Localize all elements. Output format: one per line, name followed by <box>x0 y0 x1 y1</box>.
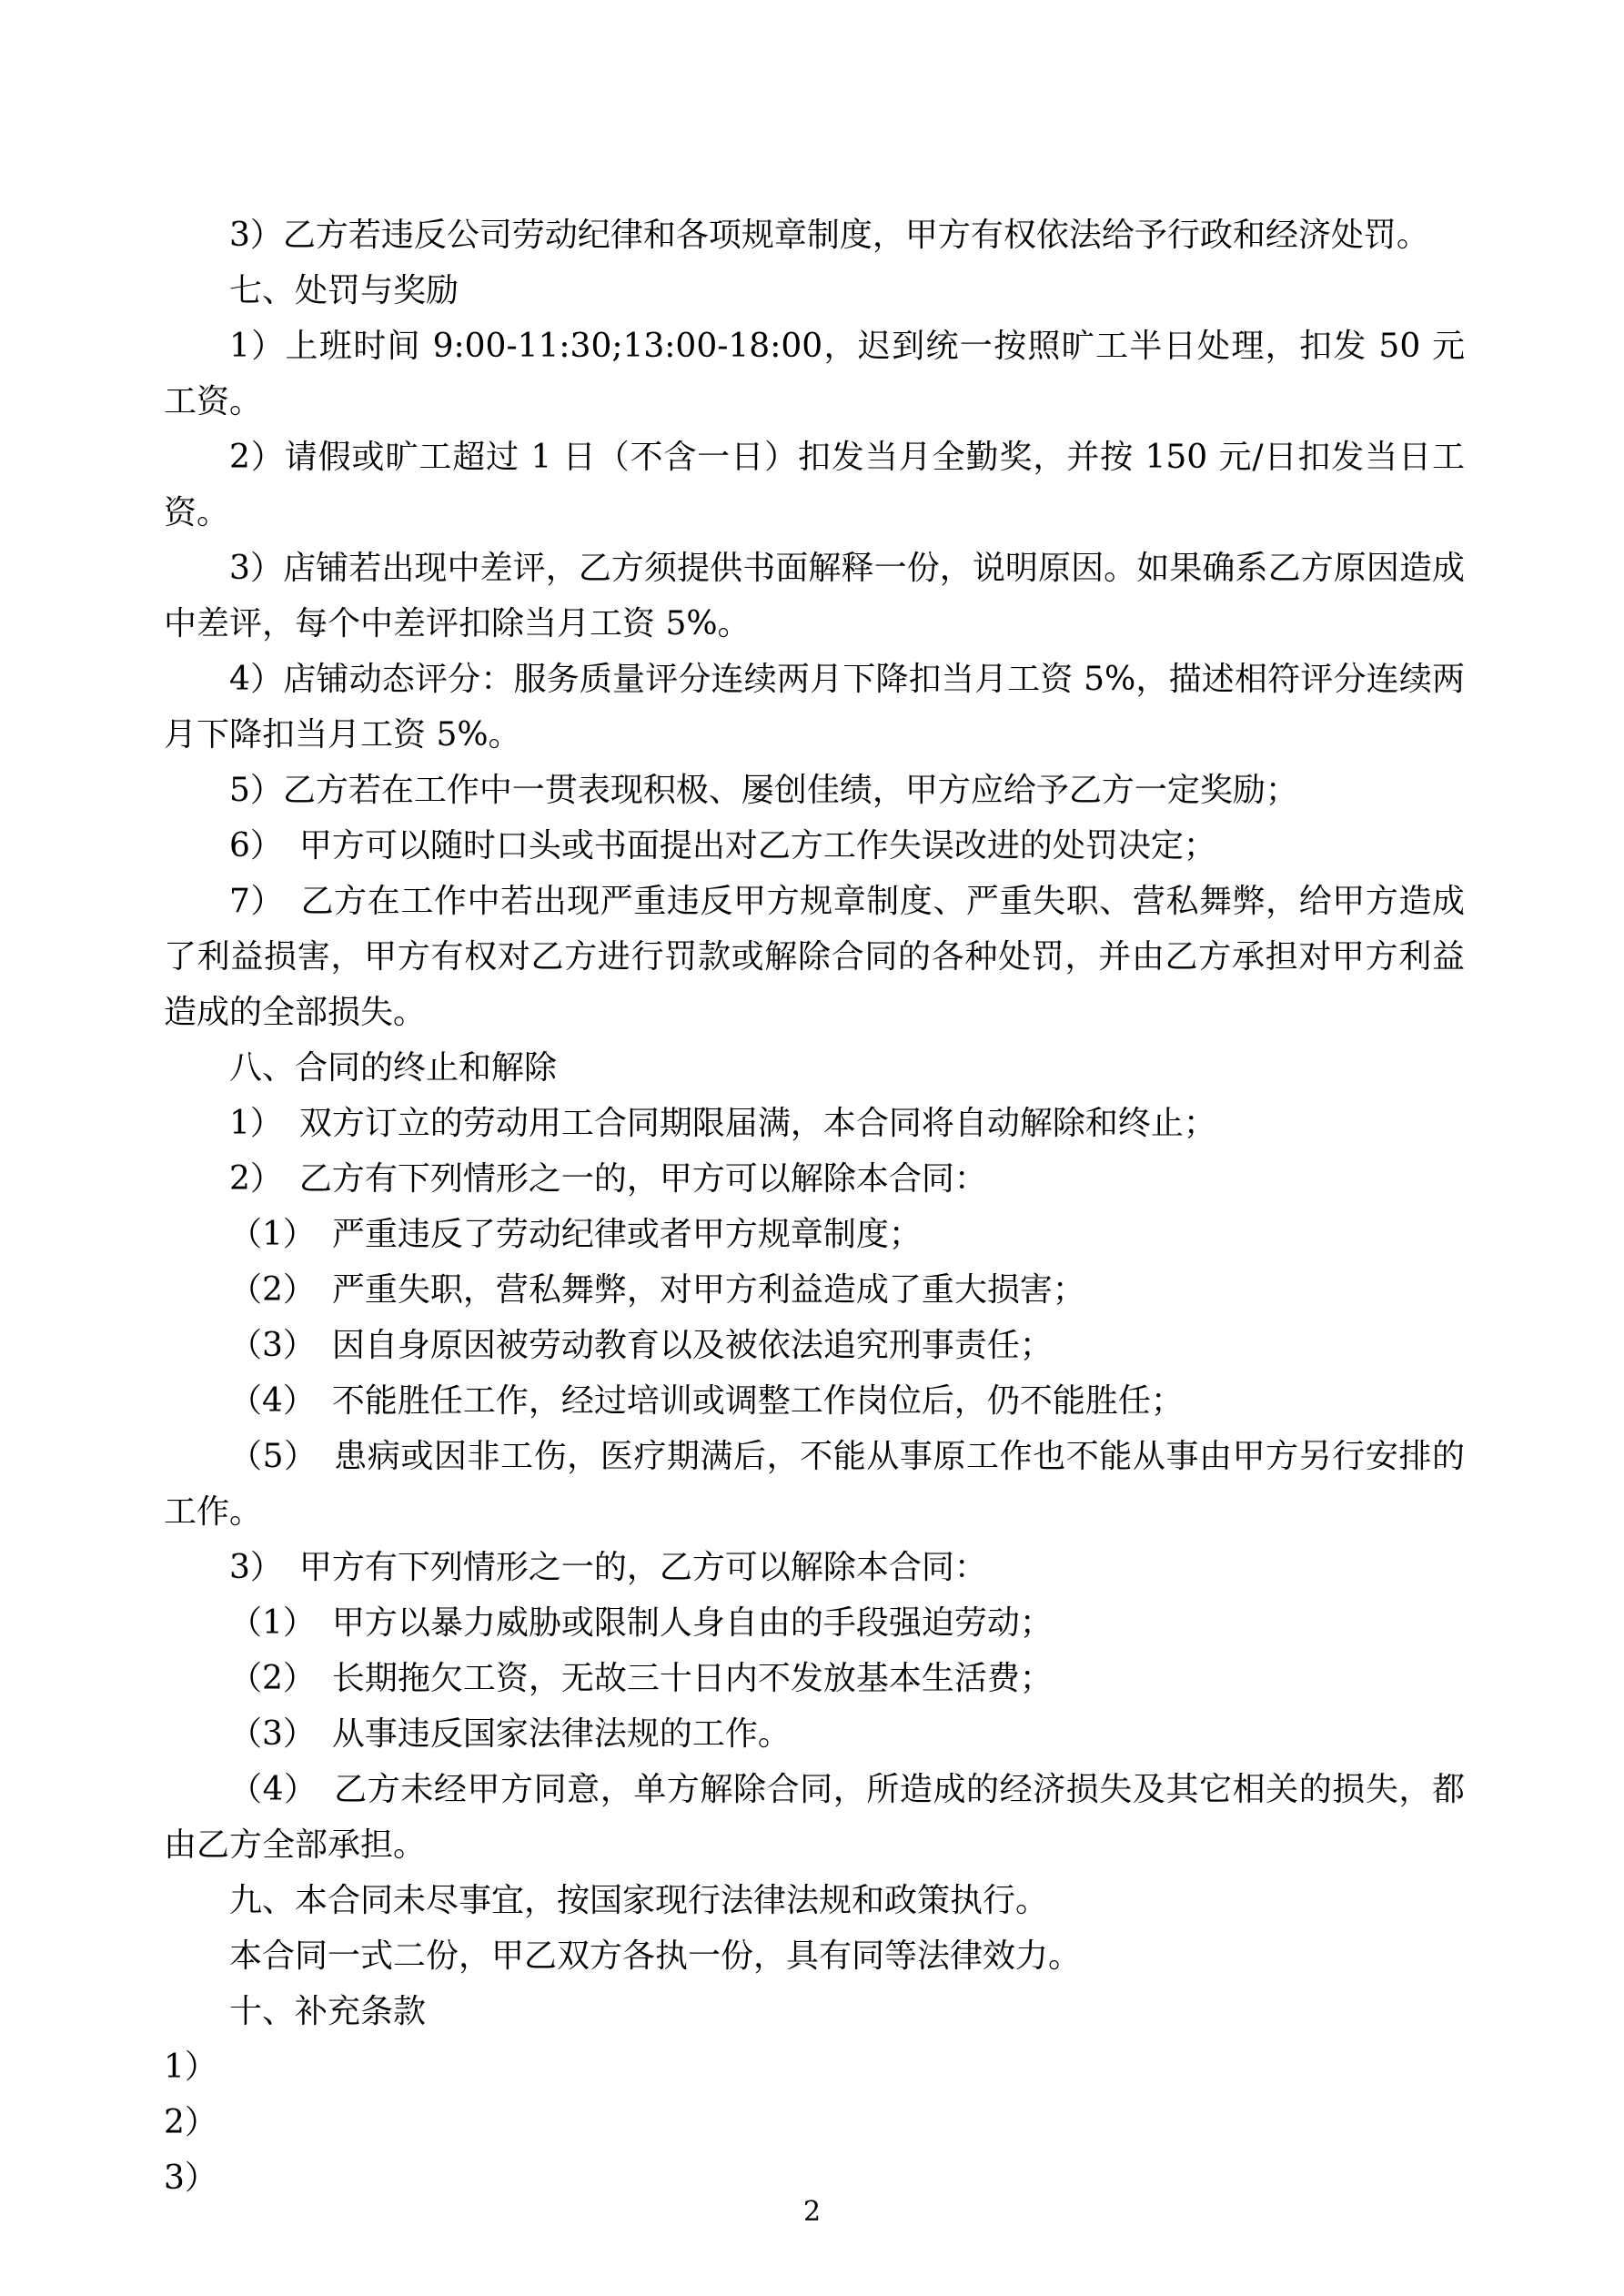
list-item: （3） 因自身原因被劳动教育以及被依法追究刑事责任； <box>229 1327 1053 1364</box>
section-heading-termination: 八、合同的终止和解除 <box>229 1049 558 1087</box>
paragraph: 7） 乙方在工作中若出现严重违反甲方规章制度、严重失职、营私舞弊，给甲方造成了利益损害，甲方有权对乙方进行罚款或解除合同的各种处罚，并由乙方承担对甲方利益造成的全部损失。 <box>164 883 1465 1031</box>
list-item: （2） 长期拖欠工资，无故三十日内不发放基本生活费； <box>229 1660 1053 1697</box>
document-body <box>164 207 1465 2206</box>
list-item: （1） 严重违反了劳动纪律或者甲方规章制度； <box>229 1216 922 1253</box>
list-item: （4） 乙方未经甲方同意，单方解除合同，所造成的经济损失及其它相关的损失，都由乙方全部承担。 <box>164 1771 1465 1864</box>
section-heading-supplementary: 十、补充条款 <box>229 1993 427 2030</box>
paragraph: 1） 双方订立的劳动用工合同期限届满，本合同将自动解除和终止； <box>229 1105 1216 1142</box>
paragraph: 3）店铺若出现中差评，乙方须提供书面解释一份，说明原因。如果确系乙方原因造成中差评，每个中差评扣除当月工资 5%。 <box>164 550 1465 642</box>
paragraph: 1）上班时间 9:00-11:30;13:00-18:00，迟到统一按照旷工半日处理，扣发 50 元工资。 <box>164 328 1465 420</box>
paragraph: 2）请假或旷工超过 1 日（不含一日）扣发当月全勤奖，并按 150 元/日扣发当日工资。 <box>164 439 1465 531</box>
list-item: （4） 不能胜任工作，经过培训或调整工作岗位后，仍不能胜任； <box>229 1382 1184 1420</box>
supplementary-item-2: 2） <box>164 2104 217 2141</box>
page-number: 2 <box>802 2196 822 2228</box>
list-item: （3） 从事违反国家法律法规的工作。 <box>229 1715 791 1753</box>
list-item: （1） 甲方以暴力威胁或限制人身自由的手段强迫劳动； <box>229 1604 1053 1642</box>
paragraph: 2） 乙方有下列情形之一的，甲方可以解除本合同： <box>229 1160 987 1198</box>
paragraph: 本合同一式二份，甲乙双方各执一份，具有同等法律效力。 <box>229 1937 1082 1975</box>
supplementary-item-3: 3） <box>164 2159 217 2197</box>
paragraph: 3） 甲方有下列情形之一的，乙方可以解除本合同： <box>229 1549 987 1586</box>
paragraph: 4）店铺动态评分：服务质量评分连续两月下降扣当月工资 5%，描述相符评分连续两月下降扣当月工资 5%。 <box>164 661 1465 754</box>
paragraph: 5）乙方若在工作中一贯表现积极、屡创佳绩，甲方应给予乙方一定奖励； <box>229 772 1298 809</box>
supplementary-item-1: 1） <box>164 2048 217 2086</box>
list-item: （5） 患病或因非工伤，医疗期满后，不能从事原工作也不能从事由甲方另行安排的工作。 <box>164 1438 1465 1531</box>
list-item: （2） 严重失职，营私舞弊，对甲方利益造成了重大损害； <box>229 1271 1085 1309</box>
section-heading-misc: 九、本合同未尽事宜，按国家现行法律法规和政策执行。 <box>229 1882 1049 1919</box>
paragraph: 6） 甲方可以随时口头或书面提出对乙方工作失误改进的处罚决定； <box>229 827 1216 865</box>
paragraph: 3）乙方若违反公司劳动纪律和各项规章制度，甲方有权依法给予行政和经济处罚。 <box>229 217 1429 254</box>
section-heading-penalty-reward: 七、处罚与奖励 <box>229 272 459 309</box>
